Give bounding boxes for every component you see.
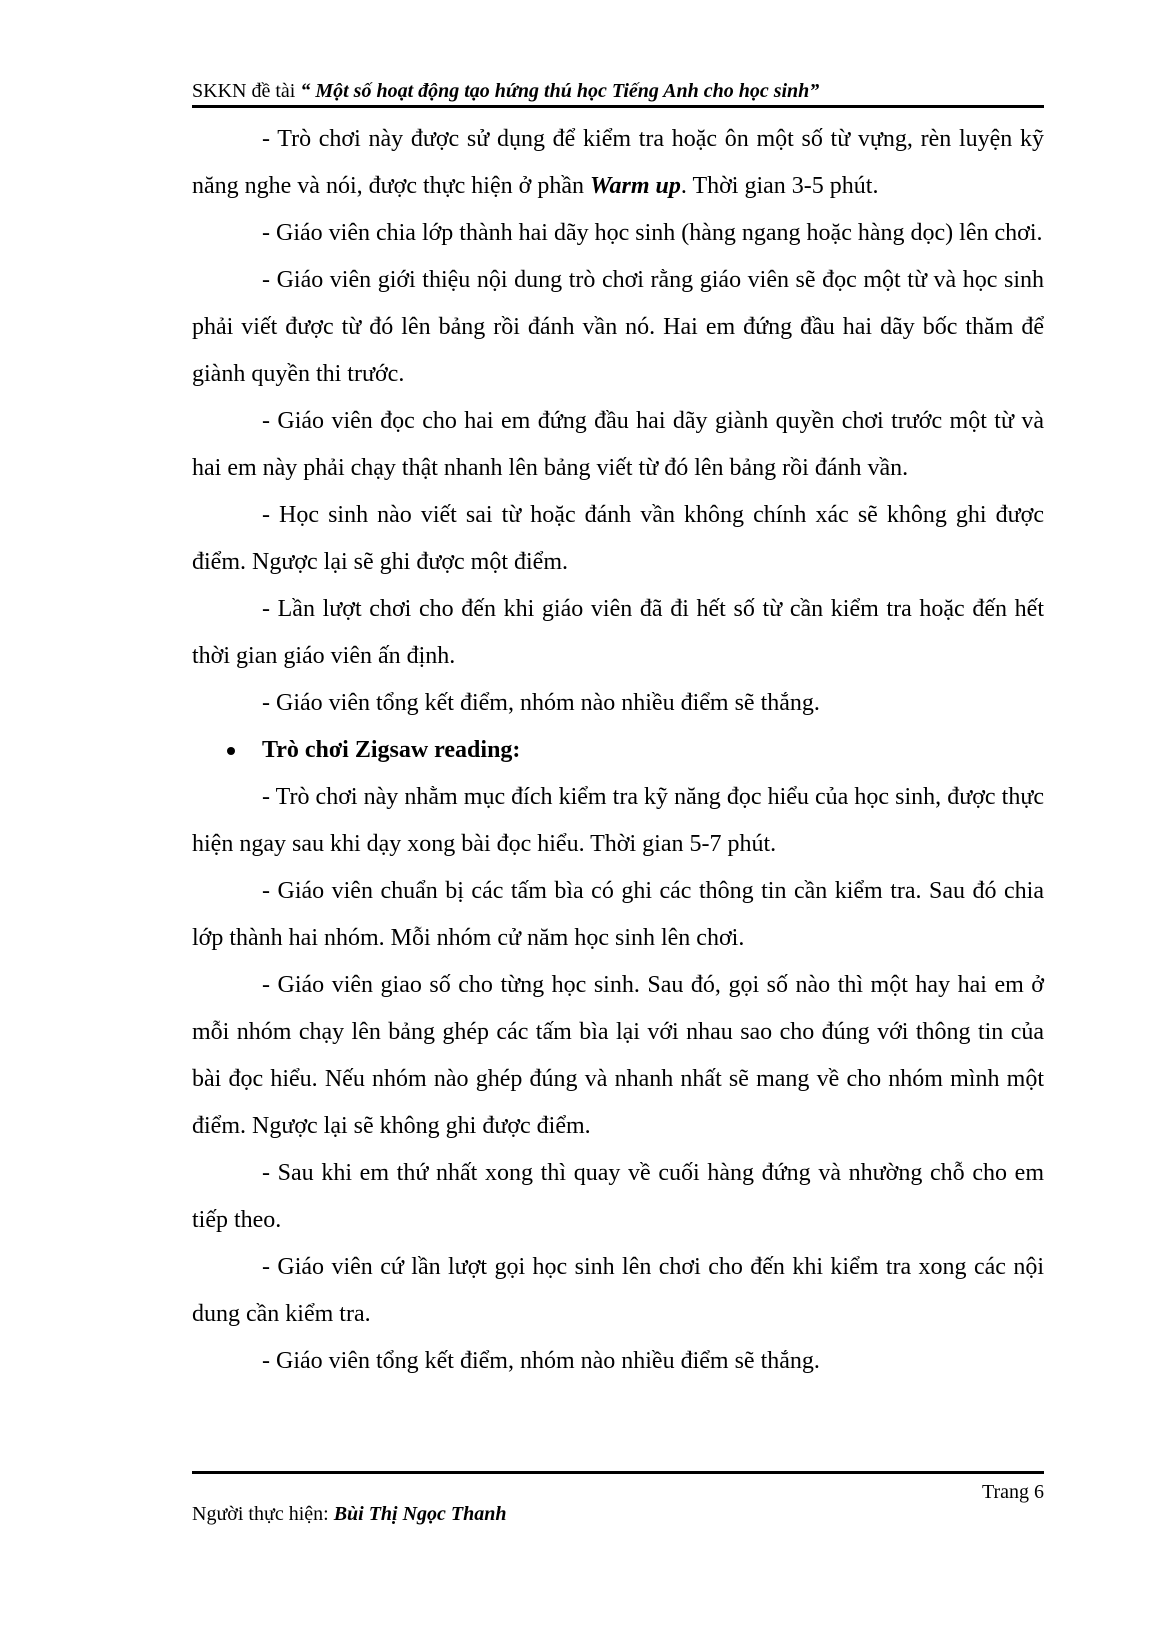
paragraph: - Sau khi em thứ nhất xong thì quay về cuối hàng đứng và nhường chỗ cho em tiếp theo. <box>192 1160 1044 1233</box>
paragraph: - Giáo viên cứ lần lượt gọi học sinh lên chơi cho đến khi kiểm tra xong các nội dung cần kiểm tra. <box>192 1254 1044 1327</box>
bullet-heading <box>192 727 1044 774</box>
footer-divider <box>192 1471 1044 1474</box>
paragraph: - Giáo viên tổng kết điểm, nhóm nào nhiều điểm sẽ thắng. <box>262 1348 820 1374</box>
bullet-icon <box>227 747 235 755</box>
paragraph: - Giáo viên chia lớp thành hai dãy học sinh (hàng ngang hoặc hàng dọc) lên chơi. <box>262 220 1043 246</box>
paragraph: - Giáo viên chuẩn bị các tấm bìa có ghi các thông tin cần kiểm tra. Sau đó chia lớp thành hai nhóm. Mỗi nhóm cử năm học sinh lên chơi. <box>192 878 1044 951</box>
author-prefix: Người thực hiện: <box>192 1503 334 1525</box>
paragraph: - Lần lượt chơi cho đến khi giáo viên đã đi hết số từ cần kiểm tra hoặc đến hết thời gian giáo viên ấn định. <box>192 596 1044 669</box>
paragraph: - Giáo viên giao số cho từng học sinh. Sau đó, gọi số nào thì một hay hai em ở mỗi nhóm chạy lên bảng ghép các tấm bìa lại với nhau sao cho đúng với thông tin của bài đọc hiểu. Nếu nhóm nào ghép đúng và nhanh nhất sẽ mang về cho nhóm mình một điểm. Ngược lại sẽ không ghi được điểm. <box>192 972 1044 1139</box>
header-divider <box>192 105 1044 108</box>
page-header <box>192 78 1044 104</box>
paragraph: - Giáo viên đọc cho hai em đứng đầu hai dãy giành quyền chơi trước một từ và hai em này phải chạy thật nhanh lên bảng viết từ đó lên bảng rồi đánh vần. <box>192 408 1044 481</box>
paragraph: - Học sinh nào viết sai từ hoặc đánh vần không chính xác sẽ không ghi được điểm. Ngược lại sẽ ghi được một điểm. <box>192 502 1044 575</box>
author-name: Bùi Thị Ngọc Thanh <box>333 1503 507 1525</box>
author-line <box>192 1501 507 1527</box>
header-prefix: SKKN đề tài <box>192 80 301 102</box>
paragraph-text: . Thời gian 3-5 phút. <box>680 173 879 199</box>
paragraph <box>192 116 1044 210</box>
emphasis-text: Warm up <box>589 173 681 199</box>
bullet-heading-text: Trò chơi Zigsaw reading: <box>262 737 521 763</box>
header-title: “ Một số hoạt động tạo hứng thú học Tiếng Anh cho học sinh” <box>300 80 820 102</box>
paragraph: - Giáo viên giới thiệu nội dung trò chơi rằng giáo viên sẽ đọc một từ và học sinh phải viết được từ đó lên bảng rồi đánh vần nó. Hai em đứng đầu hai dãy bốc thăm để giành quyền thi trước. <box>192 267 1044 387</box>
paragraph-text: - Trò chơi này được sử dụng để kiểm tra hoặc ôn một số từ vựng, rèn luyện kỹ năng nghe và nói, được thực hiện ở phần <box>192 126 1044 199</box>
page-number: Trang 6 <box>981 1481 1044 1503</box>
paragraph: - Trò chơi này nhằm mục đích kiểm tra kỹ năng đọc hiểu của học sinh, được thực hiện ngay sau khi dạy xong bài đọc hiểu. Thời gian 5-7 phút. <box>192 784 1044 857</box>
document-body <box>192 116 1044 1385</box>
paragraph: - Giáo viên tổng kết điểm, nhóm nào nhiều điểm sẽ thắng. <box>262 690 820 716</box>
